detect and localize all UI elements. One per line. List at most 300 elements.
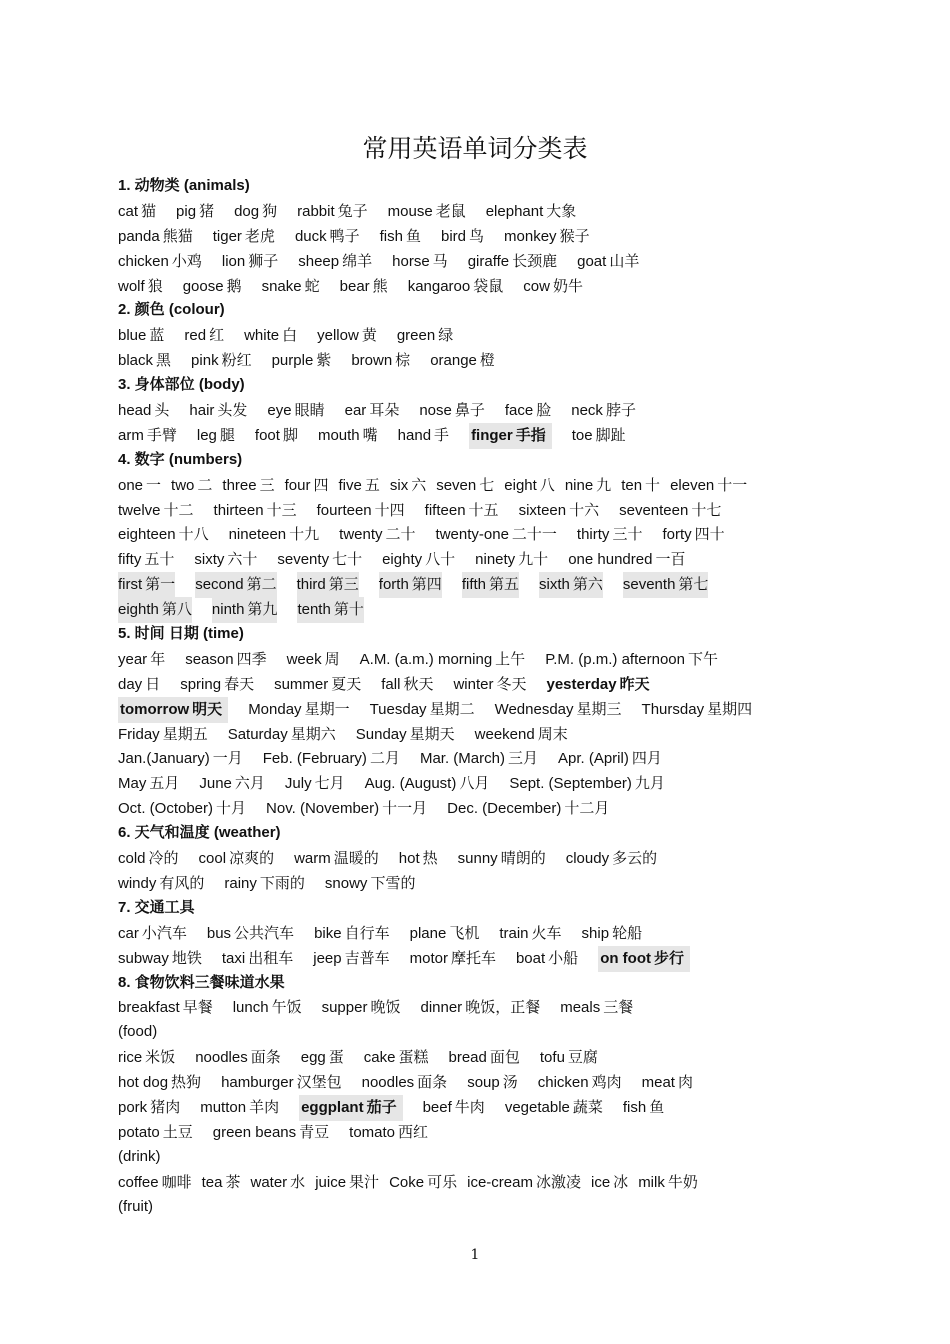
english-word: motor: [409, 949, 448, 967]
vocab-item: [425, 498, 499, 524]
chinese-meaning: 星期二: [429, 699, 475, 718]
vocab-item: [566, 846, 657, 872]
vocab-item: [197, 423, 235, 449]
chinese-meaning: 汉堡包: [296, 1073, 342, 1092]
vocab-item: [370, 697, 475, 723]
chinese-meaning: 有风的: [159, 873, 205, 892]
vocab-line: [118, 597, 878, 622]
english-word: giraffe: [467, 252, 510, 270]
vocab-item: [222, 249, 278, 275]
english-word: third: [296, 576, 326, 594]
vocab-item: [314, 921, 390, 947]
vocab-item: [318, 423, 378, 449]
vocab-line: [118, 1120, 878, 1145]
section-heading: 4. 数字 (numbers): [118, 450, 243, 468]
vocab-item: [228, 722, 336, 748]
english-word: taxi: [221, 949, 246, 967]
chinese-meaning: 蛋糕: [398, 1048, 429, 1067]
vocab-item: [379, 572, 442, 598]
chinese-meaning: 冷的: [148, 849, 179, 868]
chinese-meaning: 三月: [507, 749, 538, 768]
english-word: rice: [118, 1049, 143, 1067]
chinese-meaning: 晚饭: [370, 998, 401, 1017]
chinese-meaning: 星期天: [409, 724, 455, 743]
vocab-item: [267, 398, 324, 424]
chinese-meaning: 十一: [717, 475, 748, 494]
english-word: summer: [274, 675, 329, 693]
english-word: tiger: [212, 227, 242, 245]
english-word: green beans: [212, 1123, 297, 1141]
section-heading: 2. 颜色 (colour): [118, 301, 225, 319]
english-word: weekend: [474, 725, 535, 743]
vocab-item: [419, 398, 485, 424]
english-word: mouth: [317, 426, 360, 444]
chinese-meaning: 粉红: [221, 351, 252, 370]
vocab-item: [397, 323, 453, 349]
chinese-meaning: 十八: [178, 525, 209, 544]
section-heading: 7. 交通工具: [118, 898, 195, 916]
english-word: hand: [397, 426, 432, 444]
english-word: forty: [662, 526, 692, 544]
chinese-meaning: 可乐: [427, 1172, 458, 1191]
chinese-meaning: 三: [259, 475, 275, 494]
chinese-meaning: 下雨的: [259, 873, 305, 892]
vocab-item: [118, 771, 179, 797]
chinese-meaning: 星期一: [304, 699, 350, 718]
english-word: pork: [118, 1098, 148, 1116]
chinese-meaning: 二十一: [511, 525, 557, 544]
chinese-meaning: 四季: [236, 649, 267, 668]
chinese-meaning: 手臂: [146, 425, 177, 444]
chinese-meaning: 四: [313, 475, 329, 494]
vocab-item: [467, 1170, 581, 1196]
chinese-meaning: 冰: [613, 1172, 629, 1191]
chinese-meaning: 小汽车: [141, 923, 187, 942]
english-word: cool: [198, 850, 227, 868]
vocab-item: [229, 522, 320, 548]
vocab-line: [118, 697, 878, 722]
vocab-item: [234, 199, 277, 225]
vocab-line: [118, 572, 878, 597]
chinese-meaning: 九十: [518, 550, 549, 569]
chinese-meaning: 十一月: [382, 799, 428, 818]
english-word: Dec. (December): [447, 800, 562, 818]
chinese-meaning: 鱼: [405, 226, 421, 245]
vocab-item: [560, 995, 633, 1021]
english-word: twenty: [339, 526, 383, 544]
chinese-meaning: 九: [596, 475, 612, 494]
english-word: sheep: [298, 252, 340, 270]
english-word: red: [184, 327, 207, 345]
chinese-meaning: 二月: [369, 749, 400, 768]
vocab-item: [410, 946, 496, 972]
chinese-meaning: 轮船: [612, 923, 643, 942]
vocab-line: [118, 1045, 878, 1070]
vocab-item: [365, 771, 490, 797]
vocab-item: [297, 597, 363, 623]
english-word: seventeen: [619, 501, 689, 519]
chinese-meaning: 冬天: [496, 674, 527, 693]
vocab-item: [325, 871, 416, 897]
vocab-item: [469, 423, 552, 449]
section-heading: 6. 天气和温度 (weather): [118, 824, 281, 842]
english-word: spring: [180, 675, 222, 693]
english-word: tenth: [297, 601, 331, 619]
vocab-item: [345, 398, 400, 424]
english-word: chicken: [118, 252, 169, 270]
vocab-item: [212, 597, 278, 623]
chinese-meaning: 手指: [515, 425, 546, 444]
vocab-item: [390, 473, 426, 499]
chinese-meaning: 二十: [385, 525, 416, 544]
english-word: nineteen: [228, 526, 287, 544]
vocab-item: [538, 1070, 622, 1096]
english-word: head: [118, 402, 152, 420]
vocab-item: [516, 946, 578, 972]
english-word: fourteen: [316, 501, 372, 519]
english-word: ice: [590, 1173, 611, 1191]
chinese-meaning: 夏天: [331, 674, 362, 693]
chinese-meaning: 日: [145, 674, 161, 693]
vocab-item: [467, 1070, 518, 1096]
english-word: Saturday: [227, 725, 288, 743]
english-word: arm: [118, 426, 144, 444]
english-word: finger: [471, 426, 513, 444]
chinese-meaning: 十二: [163, 500, 194, 519]
chinese-meaning: 热: [422, 849, 438, 868]
vocab-item: [202, 1170, 241, 1196]
english-word: week: [286, 650, 322, 668]
document-title: 常用英语单词分类表: [362, 134, 588, 163]
vocab-item: [313, 946, 389, 972]
chinese-meaning: 八月: [459, 774, 490, 793]
chinese-meaning: 秋天: [403, 674, 434, 693]
chinese-meaning: 鸭子: [329, 226, 360, 245]
english-word: bike: [314, 924, 342, 942]
english-word: plane: [409, 924, 447, 942]
section-heading: 5. 时间 日期 (time): [118, 625, 244, 643]
english-word: five: [338, 476, 362, 494]
english-word: green: [396, 327, 436, 345]
vocab-line: [118, 1095, 878, 1120]
chinese-meaning: 猪肉: [150, 1097, 181, 1116]
chinese-meaning: 四月: [631, 749, 662, 768]
english-word: tomato: [349, 1123, 396, 1141]
vocab-item: [349, 1120, 428, 1146]
vocab-item: [505, 1095, 603, 1121]
chinese-meaning: 茄子: [366, 1097, 397, 1116]
english-word: fifth: [461, 576, 486, 594]
vocab-item: [558, 746, 662, 772]
english-word: Feb. (February): [262, 750, 367, 768]
english-word: bear: [339, 277, 370, 295]
chinese-meaning: 七: [479, 475, 495, 494]
chinese-meaning: 青豆: [299, 1122, 330, 1141]
english-word: first: [118, 576, 143, 594]
vocab-item: [199, 771, 265, 797]
english-word: one hundred: [568, 551, 653, 569]
vocab-item: [266, 796, 427, 822]
chinese-meaning: 面包: [489, 1048, 520, 1067]
vocab-item: [189, 398, 247, 424]
vocab-item: [571, 398, 636, 424]
vocab-line: [118, 199, 878, 224]
chinese-meaning: 面条: [250, 1048, 281, 1067]
chinese-meaning: 第七: [678, 575, 709, 594]
chinese-meaning: 十二月: [564, 799, 610, 818]
chinese-meaning: 热狗: [171, 1073, 202, 1092]
vocab-item: [272, 348, 332, 374]
chinese-meaning: 自行车: [344, 923, 390, 942]
english-word: chicken: [537, 1074, 589, 1092]
vocab-item: [356, 722, 455, 748]
english-word: eight: [504, 476, 537, 494]
english-word: car: [118, 924, 139, 942]
chinese-meaning: 星期五: [162, 724, 208, 743]
vocab-item: [118, 224, 193, 250]
english-word: brown: [351, 352, 393, 370]
english-word: water: [250, 1173, 288, 1191]
vocab-item: [298, 249, 372, 275]
english-word: bird: [441, 227, 467, 245]
chinese-meaning: 手: [434, 425, 450, 444]
vocab-item: [118, 249, 202, 275]
vocab-item: [577, 249, 639, 275]
chinese-meaning: 黑: [156, 351, 172, 370]
english-word: black: [118, 352, 154, 370]
english-word: leg: [196, 426, 217, 444]
english-word: beef: [422, 1098, 452, 1116]
vocab-item: [623, 1095, 664, 1121]
vocab-item: [436, 473, 494, 499]
english-word: year: [118, 650, 148, 668]
chinese-meaning: 脚趾: [595, 425, 626, 444]
english-word: two: [171, 476, 195, 494]
vocab-item: [547, 672, 650, 698]
vocab-item: [299, 1095, 403, 1121]
chinese-meaning: 多云的: [612, 849, 658, 868]
vocab-item: [118, 1095, 180, 1121]
vocab-item: [118, 199, 156, 225]
vocab-item: [670, 473, 747, 499]
chinese-meaning: 豆腐: [567, 1048, 598, 1067]
vocab-item: [183, 274, 242, 300]
english-word: fifteen: [424, 501, 466, 519]
english-word: tomorrow: [120, 700, 190, 718]
vocab-item: [207, 921, 294, 947]
vocab-item: [420, 995, 540, 1021]
english-word: foot: [254, 426, 280, 444]
english-word: sixth: [539, 576, 570, 594]
chinese-meaning: 头发: [217, 401, 248, 420]
english-word: Sunday: [355, 725, 407, 743]
english-word: bread: [448, 1049, 487, 1067]
vocab-line: [118, 498, 878, 523]
vocab-item: [285, 771, 345, 797]
vocab-item: [408, 274, 504, 300]
chinese-meaning: 脖子: [605, 401, 636, 420]
vocab-item: [504, 224, 590, 250]
vocab-line: [118, 224, 878, 249]
chinese-meaning: 六月: [234, 774, 265, 793]
chinese-meaning: 一月: [212, 749, 243, 768]
english-word: eye: [267, 402, 292, 420]
vocab-item: [577, 522, 643, 548]
chinese-meaning: 牛奶: [667, 1172, 698, 1191]
vocab-item: [301, 1045, 344, 1071]
vocab-item: [118, 746, 243, 772]
english-word: Apr. (April): [557, 750, 629, 768]
english-word: windy: [118, 874, 157, 892]
chinese-meaning: 周末: [537, 724, 568, 743]
english-word: June: [199, 775, 232, 793]
chinese-meaning: 鸡肉: [591, 1073, 622, 1092]
vocab-item: [176, 199, 214, 225]
english-word: eighth: [118, 601, 159, 619]
vocab-line: [118, 473, 878, 498]
vocab-item: [360, 647, 526, 673]
english-word: yesterday: [546, 675, 617, 693]
english-word: sunny: [457, 850, 498, 868]
vocab-item: [462, 572, 519, 598]
english-word: mutton: [200, 1098, 247, 1116]
chinese-meaning: 老鼠: [435, 201, 466, 220]
english-word: purple: [271, 352, 314, 370]
chinese-meaning: 茶: [225, 1172, 241, 1191]
vocab-item: [410, 921, 480, 947]
chinese-meaning: 六: [411, 475, 427, 494]
chinese-meaning: 肉: [677, 1073, 693, 1092]
english-word: duck: [294, 227, 327, 245]
vocab-item: [118, 498, 194, 524]
chinese-meaning: 周: [324, 649, 340, 668]
english-word: fish: [622, 1098, 647, 1116]
vocab-item: [118, 946, 202, 972]
english-word: fish: [379, 227, 403, 245]
english-word: second: [195, 576, 244, 594]
vocab-item: [540, 1045, 598, 1071]
english-word: winter: [453, 675, 494, 693]
english-word: hamburger: [221, 1074, 294, 1092]
chinese-meaning: 出租车: [248, 948, 294, 967]
vocab-item: [118, 348, 171, 374]
chinese-meaning: 鹅: [226, 276, 242, 295]
vocab-item: [118, 722, 208, 748]
vocab-item: [199, 846, 275, 872]
chinese-meaning: 七十: [332, 550, 363, 569]
vocab-item: [591, 1170, 628, 1196]
vocab-line: [118, 846, 878, 871]
chinese-meaning: 耳朵: [369, 401, 400, 420]
chinese-meaning: 第十: [333, 600, 364, 619]
english-word: sixteen: [518, 501, 567, 519]
english-word: mouse: [387, 202, 433, 220]
vocab-item: [248, 697, 349, 723]
chinese-meaning: 咖啡: [161, 1172, 192, 1191]
english-word: forth: [378, 576, 409, 594]
english-word: hot dog: [118, 1074, 169, 1092]
chinese-meaning: 橙: [479, 351, 495, 370]
vocab-item: [118, 1120, 193, 1146]
vocab-item: [118, 1045, 175, 1071]
vocab-item: [565, 473, 611, 499]
chinese-meaning: 午饭: [271, 998, 302, 1017]
english-word: lion: [221, 252, 246, 270]
vocab-line: [118, 672, 878, 697]
vocab-item: [399, 846, 438, 872]
chinese-meaning: 星期三: [576, 699, 622, 718]
vocab-item: [171, 473, 212, 499]
vocab-item: [263, 746, 400, 772]
english-word: wolf: [118, 277, 145, 295]
chinese-meaning: 黄: [361, 326, 377, 345]
vocab-item: [221, 1070, 342, 1096]
chinese-meaning: 牛肉: [454, 1097, 485, 1116]
vocab-item: [118, 647, 165, 673]
vocab-item: [118, 398, 169, 424]
vocab-item: [118, 697, 228, 723]
chinese-meaning: 十: [645, 475, 661, 494]
vocab-item: [118, 547, 174, 573]
english-word: pink: [191, 352, 219, 370]
vocab-item: [453, 672, 526, 698]
english-word: Mar. (March): [419, 750, 505, 768]
vocab-item: [420, 746, 538, 772]
subsection-label: (fruit): [118, 1197, 153, 1215]
english-word: seventh: [622, 576, 676, 594]
vocab-item: [118, 995, 213, 1021]
chinese-meaning: 地铁: [171, 948, 202, 967]
chinese-meaning: 西红: [398, 1122, 429, 1141]
vocab-item: [340, 274, 388, 300]
vocab-item: [381, 672, 433, 698]
vocab-item: [118, 846, 179, 872]
chinese-meaning: 十五: [468, 500, 499, 519]
english-word: juice: [315, 1173, 347, 1191]
subsection-label: (food): [118, 1023, 158, 1041]
vocab-item: [213, 224, 275, 250]
english-word: subway: [118, 949, 169, 967]
chinese-meaning: 面条: [417, 1073, 448, 1092]
english-word: meals: [560, 999, 601, 1017]
vocab-item: [423, 1095, 485, 1121]
vocab-item: [382, 547, 455, 573]
english-word: A.M. (a.m.) morning: [359, 650, 493, 668]
chinese-meaning: 一: [146, 475, 162, 494]
chinese-meaning: 狮子: [248, 251, 279, 270]
vocab-item: [582, 921, 643, 947]
vocab-item: [662, 522, 724, 548]
chinese-meaning: 米饭: [145, 1048, 176, 1067]
english-word: milk: [638, 1173, 665, 1191]
english-word: monkey: [504, 227, 557, 245]
vocab-item: [505, 398, 551, 424]
vocab-item: [250, 1170, 305, 1196]
vocab-item: [539, 572, 603, 598]
chinese-meaning: 四十: [694, 525, 725, 544]
vocab-item: [621, 473, 660, 499]
vocab-line: [118, 274, 878, 299]
chinese-meaning: 五十: [144, 550, 175, 569]
english-word: egg: [300, 1049, 326, 1067]
english-word: train: [499, 924, 529, 942]
english-word: ship: [581, 924, 610, 942]
chinese-meaning: 五月: [149, 774, 180, 793]
chinese-meaning: 老虎: [244, 226, 275, 245]
chinese-meaning: 蛋: [328, 1048, 344, 1067]
chinese-meaning: 猴子: [559, 226, 590, 245]
chinese-meaning: 兔子: [337, 201, 368, 220]
